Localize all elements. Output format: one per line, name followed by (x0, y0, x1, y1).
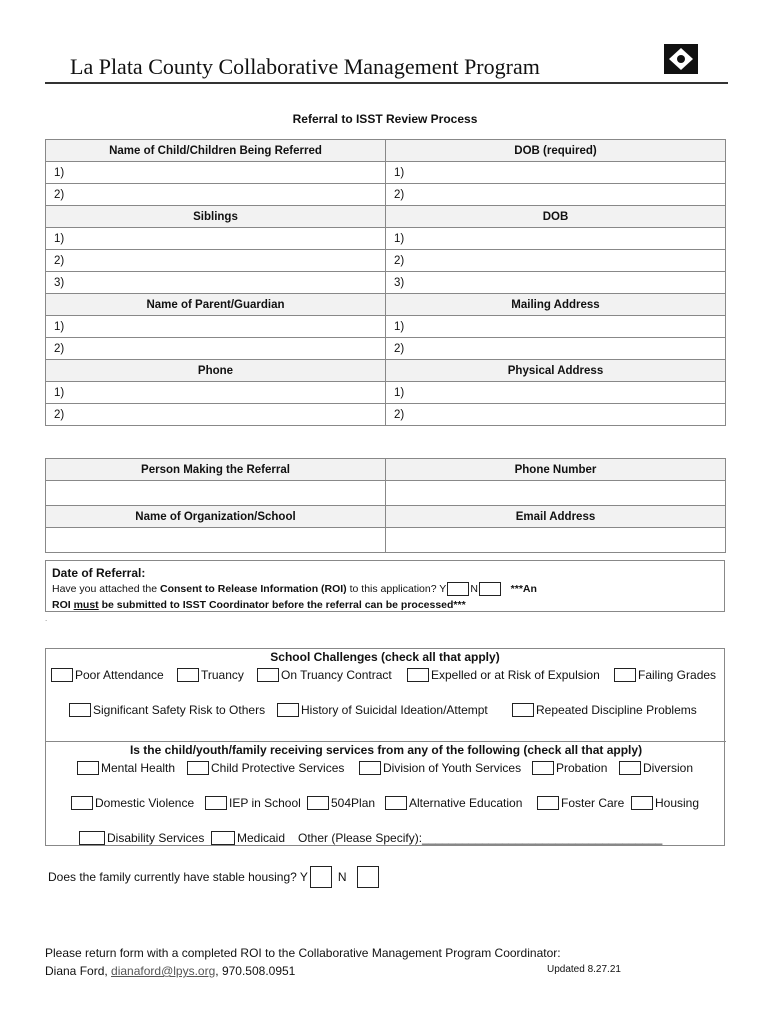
challenges-services-section (45, 648, 725, 846)
family-info-table (45, 139, 726, 426)
child-dob-field-2[interactable]: 2) (386, 184, 726, 206)
roi-requirement-rest: be submitted to ISST Coordinator before the referral can be processed*** (98, 599, 466, 611)
school-challenges-title: School Challenges (check all that apply) (270, 650, 500, 664)
mailing-address-header: Mailing Address (386, 294, 726, 316)
parent-name-field-2[interactable]: 2) (46, 338, 386, 360)
children-name-header: Name of Child/Children Being Referred (46, 140, 386, 162)
referrer-phone-header: Phone Number (386, 459, 726, 481)
truancy-contract-checkbox[interactable] (257, 668, 279, 682)
domestic-violence-option[interactable] (70, 795, 194, 811)
sibling-name-field-1[interactable]: 1) (46, 228, 386, 250)
child-protective-option[interactable] (186, 760, 344, 776)
housing-yes-checkbox[interactable] (310, 866, 332, 888)
safety-risk-label: Significant Safety Risk to Others (93, 703, 266, 717)
separator-mark: . (45, 614, 48, 623)
roi-no-checkbox[interactable] (479, 582, 501, 596)
siblings-dob-header: DOB (386, 206, 726, 228)
housing-checkbox[interactable] (631, 796, 653, 810)
mental-health-option[interactable] (76, 760, 175, 776)
suicidal-ideation-checkbox[interactable] (277, 703, 299, 717)
mental-health-checkbox[interactable] (77, 761, 99, 775)
truancy-label: Truancy (201, 668, 244, 682)
date-of-referral-label: Date of Referral: (52, 566, 146, 580)
probation-label: Probation (556, 761, 608, 775)
safety-risk-option[interactable] (68, 702, 265, 718)
phone-field-2[interactable]: 2) (46, 404, 386, 426)
footer-contact (45, 962, 561, 980)
diamond-logo-icon (664, 44, 698, 74)
footer-instructions: Please return form with a completed ROI to the Collaborative Management Program Coordinator: (45, 946, 561, 960)
disability-services-option[interactable] (78, 830, 204, 846)
failing-grades-option[interactable] (613, 667, 716, 683)
mailing-address-field-1[interactable]: 1) (386, 316, 726, 338)
youth-services-option[interactable] (358, 760, 521, 776)
truancy-contract-label: On Truancy Contract (281, 668, 392, 682)
diversion-checkbox[interactable] (619, 761, 641, 775)
roi-question-text: Have you attached the (52, 583, 160, 595)
discipline-option[interactable] (511, 702, 697, 718)
housing-no-label: N (337, 870, 347, 884)
disability-services-checkbox[interactable] (79, 831, 105, 845)
contact-phone: , 970.508.0951 (215, 964, 296, 978)
roi-no-label: N (470, 583, 478, 595)
mental-health-label: Mental Health (101, 761, 176, 775)
probation-option[interactable] (531, 760, 607, 776)
sibling-name-field-3[interactable]: 3) (46, 272, 386, 294)
iep-label: IEP in School (229, 796, 301, 810)
poor-attendance-label: Poor Attendance (75, 668, 164, 682)
referrer-person-header: Person Making the Referral (46, 459, 386, 481)
domestic-violence-label: Domestic Violence (95, 796, 195, 810)
probation-checkbox[interactable] (532, 761, 554, 775)
child-dob-field-1[interactable]: 1) (386, 162, 726, 184)
sibling-dob-field-2[interactable]: 2) (386, 250, 726, 272)
sibling-dob-field-1[interactable]: 1) (386, 228, 726, 250)
stable-housing-question (48, 866, 385, 888)
medicaid-checkbox[interactable] (211, 831, 235, 845)
page-header (45, 44, 728, 84)
contact-email-link[interactable]: dianaford@lpys.org (111, 964, 216, 978)
page-title: La Plata County Collaborative Management Program (70, 54, 540, 79)
roi-yes-checkbox[interactable] (447, 582, 469, 596)
roi-question-bold: Consent to Release Information (ROI) (160, 583, 347, 595)
poor-attendance-option[interactable] (50, 667, 164, 683)
alternative-education-checkbox[interactable] (385, 796, 407, 810)
roi-note-start: ***An (510, 583, 537, 595)
roi-requirement (52, 597, 718, 613)
contact-name: Diana Ford, (45, 964, 112, 978)
alternative-education-option[interactable] (384, 795, 522, 811)
suicidal-ideation-label: History of Suicidal Ideation/Attempt (301, 703, 488, 717)
housing-option[interactable] (630, 795, 699, 811)
updated-date: Updated 8.27.21 (547, 964, 621, 975)
email-header: Email Address (386, 506, 726, 528)
iep-option[interactable] (204, 795, 301, 811)
phone-field-1[interactable]: 1) (46, 382, 386, 404)
children-dob-header: DOB (required) (386, 140, 726, 162)
other-specify-field[interactable]: Other (Please Specify):____________________________________ (298, 831, 663, 845)
sibling-dob-field-3[interactable]: 3) (386, 272, 726, 294)
foster-care-checkbox[interactable] (537, 796, 559, 810)
youth-services-label: Division of Youth Services (383, 761, 522, 775)
phone-header: Phone (46, 360, 386, 382)
roi-question (52, 581, 718, 597)
504-plan-checkbox[interactable] (307, 796, 329, 810)
medicaid-label: Medicaid (237, 831, 286, 845)
siblings-header: Siblings (46, 206, 386, 228)
referral-date-section (45, 560, 725, 612)
suicidal-ideation-option[interactable] (276, 702, 488, 718)
form-subtitle: Referral to ISST Review Process (292, 112, 478, 126)
organization-field[interactable] (46, 528, 386, 553)
housing-label: Housing (655, 796, 700, 810)
footer (45, 944, 561, 980)
physical-address-field-2[interactable]: 2) (386, 404, 726, 426)
roi-requirement-roi: ROI (52, 599, 74, 611)
discipline-label: Repeated Discipline Problems (536, 703, 697, 717)
failing-grades-checkbox[interactable] (614, 668, 636, 682)
child-name-field-2[interactable]: 2) (46, 184, 386, 206)
youth-services-checkbox[interactable] (359, 761, 381, 775)
child-name-field-1[interactable]: 1) (46, 162, 386, 184)
iep-checkbox[interactable] (205, 796, 227, 810)
poor-attendance-checkbox[interactable] (51, 668, 73, 682)
disability-services-label: Disability Services (107, 831, 205, 845)
sibling-name-field-2[interactable]: 2) (46, 250, 386, 272)
safety-risk-checkbox[interactable] (69, 703, 91, 717)
parent-name-field-1[interactable]: 1) (46, 316, 386, 338)
services-title: Is the child/youth/family receiving services from any of the following (check all that apply) (46, 741, 726, 758)
failing-grades-label: Failing Grades (638, 668, 717, 682)
physical-address-field-1[interactable]: 1) (386, 382, 726, 404)
discipline-checkbox[interactable] (512, 703, 534, 717)
alternative-education-label: Alternative Education (409, 796, 523, 810)
expulsion-option[interactable] (406, 667, 600, 683)
email-field[interactable] (386, 528, 726, 553)
504-plan-label: 504Plan (331, 796, 376, 810)
diversion-option[interactable] (618, 760, 693, 776)
referrer-table (45, 458, 726, 553)
mailing-address-field-2[interactable]: 2) (386, 338, 726, 360)
roi-requirement-must: must (73, 599, 99, 611)
diversion-label: Diversion (643, 761, 694, 775)
truancy-option[interactable] (176, 667, 244, 683)
stable-housing-label: Does the family currently have stable housing? Y (48, 870, 308, 884)
medicaid-option[interactable] (210, 830, 285, 846)
expulsion-checkbox[interactable] (407, 668, 429, 682)
physical-address-header: Physical Address (386, 360, 726, 382)
expulsion-label: Expelled or at Risk of Expulsion (431, 668, 600, 682)
referrer-phone-field[interactable] (386, 481, 726, 506)
referrer-person-field[interactable] (46, 481, 386, 506)
truancy-contract-option[interactable] (256, 667, 392, 683)
foster-care-label: Foster Care (561, 796, 625, 810)
roi-question-yes: to this application? Y (346, 583, 447, 595)
truancy-checkbox[interactable] (177, 668, 199, 682)
organization-header: Name of Organization/School (46, 506, 386, 528)
domestic-violence-checkbox[interactable] (71, 796, 93, 810)
housing-no-checkbox[interactable] (357, 866, 379, 888)
foster-care-option[interactable] (536, 795, 624, 811)
parent-name-header: Name of Parent/Guardian (46, 294, 386, 316)
child-protective-label: Child Protective Services (211, 761, 345, 775)
child-protective-checkbox[interactable] (187, 761, 209, 775)
504-plan-option[interactable] (306, 795, 375, 811)
